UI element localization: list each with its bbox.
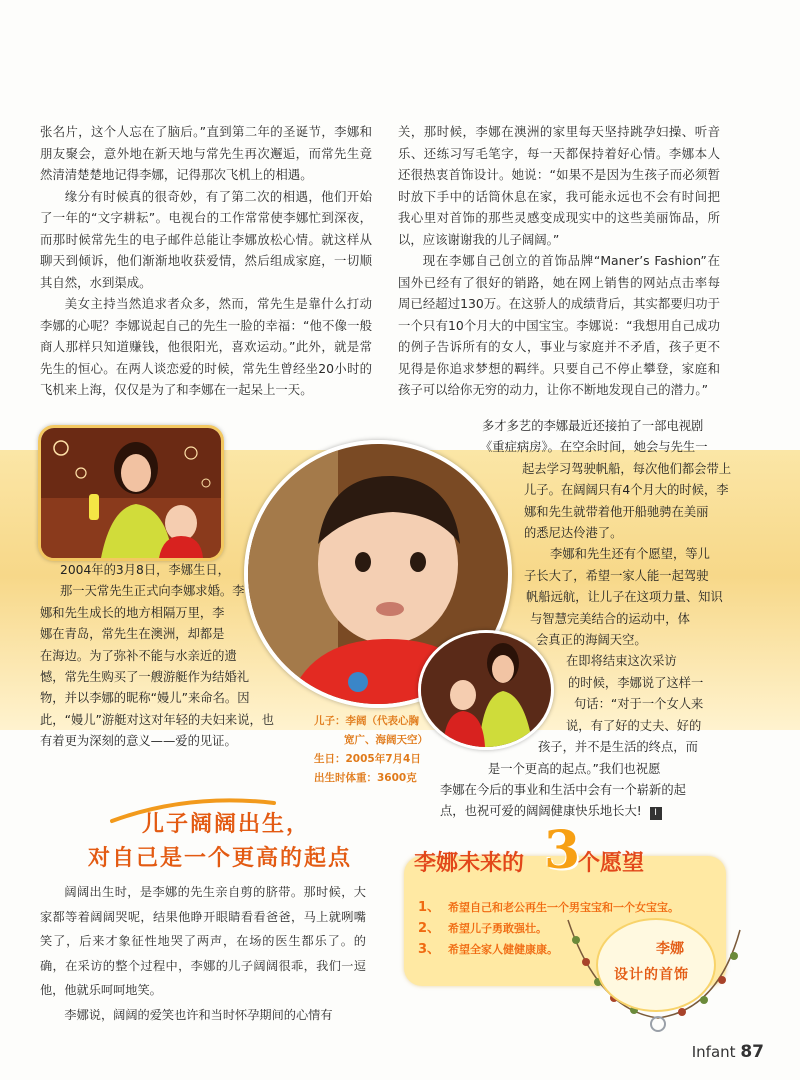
heading-line-1: 儿子阔阔出生， xyxy=(142,811,311,837)
article-column-left-top xyxy=(40,121,372,401)
text-line: 是一个更高的起点。”我们也祝愿 xyxy=(488,761,661,776)
end-mark-icon: Ⅰ xyxy=(650,807,662,820)
wish-item xyxy=(418,917,547,936)
magazine-name: Infant xyxy=(691,1043,736,1061)
article-paragraph: 现在李娜自己创立的首饰品牌“Maner’s Fashion”在国外已经有了很好的销路，她在网上销售的网站点击率每周已经超过130万。在这骄人的成绩背后，其实都要归功于一个只有10个月大的中国宝宝。李娜说：“我想用自己成功的例子告诉所有的女人，事业与家庭并不矛盾，孩子更不见得是你追求梦想的羁绊。只要自己不停止攀登，家庭和孩子可以给你无穷的动力，让你不断地发现自己的潜力。” xyxy=(398,253,720,397)
text-line-content: 点，也祝可爱的阔阔健康快乐地长大! xyxy=(440,804,642,819)
text-line: 李娜和先生还有个愿望，等儿 xyxy=(550,547,710,562)
article-paragraph: 关，那时候，李娜在澳洲的家里每天坚持跳孕妇操、听音乐、还练习写毛笔字，每一天都保持着好心情。李娜本人还很热衷首饰设计。她说：“如果不是因为生孩子而必须暂时放下手中的话筒休息在家，我可能永远也不会有时间把我心里对首饰的那些灵感变成现实中的这些美丽饰品，所以，应该谢谢我的儿子阔阔。” xyxy=(398,124,720,247)
text-line: 娜在青岛，常先生在澳洲，却都是 xyxy=(40,627,225,642)
text-line: 娜和先生就带着他开船驰骋在美丽 xyxy=(524,504,709,519)
wish-number: 3、 xyxy=(418,942,441,957)
text-line: 有着更为深刻的意义——爱的见证。 xyxy=(40,734,237,749)
text-line: 在海边。为了弥补不能与水亲近的遗 xyxy=(40,648,237,663)
wish-text: 希望全家人健健康康。 xyxy=(448,943,559,956)
wish-item xyxy=(418,938,558,957)
badge-line-1: 李娜 xyxy=(656,941,684,957)
text-line: 憾，常先生购买了一艘游艇作为结婚礼 xyxy=(40,670,250,685)
text-line: 帆船远航，让儿子在这项力量、知识 xyxy=(526,590,723,605)
caption-line: 宽广、海阔天空） xyxy=(344,734,428,746)
text-line: 物，并以李娜的昵称“嫚儿”来命名。因 xyxy=(40,691,250,706)
wishes-title-prefix: 李娜未来的 xyxy=(414,850,525,876)
text-line: 会真正的海阔天空。 xyxy=(536,633,647,648)
mid-right-text-block xyxy=(440,416,740,823)
text-line: 在即将结束这次采访 xyxy=(566,654,677,669)
text-line xyxy=(440,801,740,822)
text-line: 多才多艺的李娜最近还接拍了一部电视剧 xyxy=(482,419,704,433)
text-line: 此，“嫚儿”游艇对这对年轻的夫妇来说，也 xyxy=(40,712,275,727)
text-line: 《重症病房》。在空余时间，她会与先生一 xyxy=(480,440,708,455)
text-line: 2004年的3月8日，李娜生日， xyxy=(60,563,230,577)
caption-line: 出生时体重：3600克 xyxy=(314,772,417,784)
page-number: 87 xyxy=(740,1042,764,1062)
article-paragraph: 阔阔出生时，是李娜的先生亲自剪的脐带。那时候，大家都等着阔阔哭呢，结果他睁开眼睛看看爸爸，马上就咧嘴笑了，后来才象征性地哭了两声，在场的医生都乐了。的确，在采访的整个过程中，李娜的儿子阔阔很乖，我们一逗他，他就乐呵呵地笑。 xyxy=(40,885,366,997)
text-line: 的时候，李娜说了这样一 xyxy=(568,675,704,690)
text-line: 子长大了，希望一家人能一起驾驶 xyxy=(524,568,709,583)
wish-number: 2、 xyxy=(418,921,441,936)
article-paragraph: 李娜说，阔阔的爱笑也许和当时怀孕期间的心情有 xyxy=(64,1007,333,1022)
caption-line: 儿子：李阔（代表心胸 xyxy=(314,715,419,727)
wishes-title-suffix: 个愿望 xyxy=(578,850,645,876)
text-line: 起去学习驾驶帆船，每次他们都会带上 xyxy=(522,461,732,476)
text-line: 李娜在今后的事业和生活中会有一个崭新的起 xyxy=(440,782,686,797)
text-line: 的悉尼达伶港了。 xyxy=(524,526,623,541)
text-line: 说，有了好的丈夫、好的 xyxy=(566,718,702,733)
article-column-right-top xyxy=(398,121,720,401)
designed-jewelry-badge xyxy=(596,918,716,1012)
text-line: 与智慧完美结合的运动中，体 xyxy=(530,611,690,626)
text-line: 儿子。在阔阔只有4个月大的时候，李 xyxy=(524,483,729,498)
photo-mother-and-son-bubbles xyxy=(38,425,224,561)
wish-number: 1、 xyxy=(418,900,441,915)
text-line: 那一天常先生正式向李娜求婚。李 xyxy=(60,584,245,599)
heading-line-2: 对自己是一个更高的起点 xyxy=(88,845,353,871)
article-paragraph: 张名片，这个人忘在了脑后。”直到第二年的圣诞节，李娜和朋友聚会，意外地在新天地与常先生再次邂逅，而常先生竟然清清楚楚地记得李娜，记得那次飞机上的相遇。 xyxy=(40,124,372,182)
wish-text: 希望自己和老公再生一个男宝宝和一个女宝宝。 xyxy=(448,901,680,914)
text-line: 娜和先生成长的地方相隔万里，李 xyxy=(40,605,225,620)
wishes-title-number: 3 xyxy=(544,820,581,881)
article-paragraph: 美女主持当然追求者众多，然而，常先生是靠什么打动李娜的心呢？李娜说起自己的先生一脸的幸福：“他不像一般商人那样只知道赚钱，他很阳光，喜欢运动。”此外，就是常先生的恒心。在两人谈恋爱的时候，常先生曾经坐20小时的飞机来上海，仅仅是为了和李娜在一起呆上一天。 xyxy=(40,296,372,397)
text-line: 句话：“对于一个女人来 xyxy=(574,697,704,712)
son-info-caption xyxy=(314,712,428,788)
caption-line: 生日：2005年7月4日 xyxy=(314,753,421,765)
badge-line-2: 设计的首饰 xyxy=(614,967,689,983)
text-line: 孩子，并不是生活的终点，而 xyxy=(538,740,698,755)
wish-text: 希望儿子勇敢强壮。 xyxy=(448,922,548,935)
article-paragraph: 缘分有时候真的很奇妙，有了第二次的相遇，他们开始了一年的“文字耕耘”。电视台的工作常常使李娜忙到深夜，而那时候常先生的电子邮件总能让李娜放松心情。就这样从聊天到倾诉，他们渐渐地收获爱情，然后组成家庭，一切顺其自然，水到渠成。 xyxy=(40,188,372,290)
mid-left-text-block xyxy=(40,560,300,753)
page-footer xyxy=(692,1042,764,1062)
article-column-bottom-left xyxy=(40,880,366,1027)
